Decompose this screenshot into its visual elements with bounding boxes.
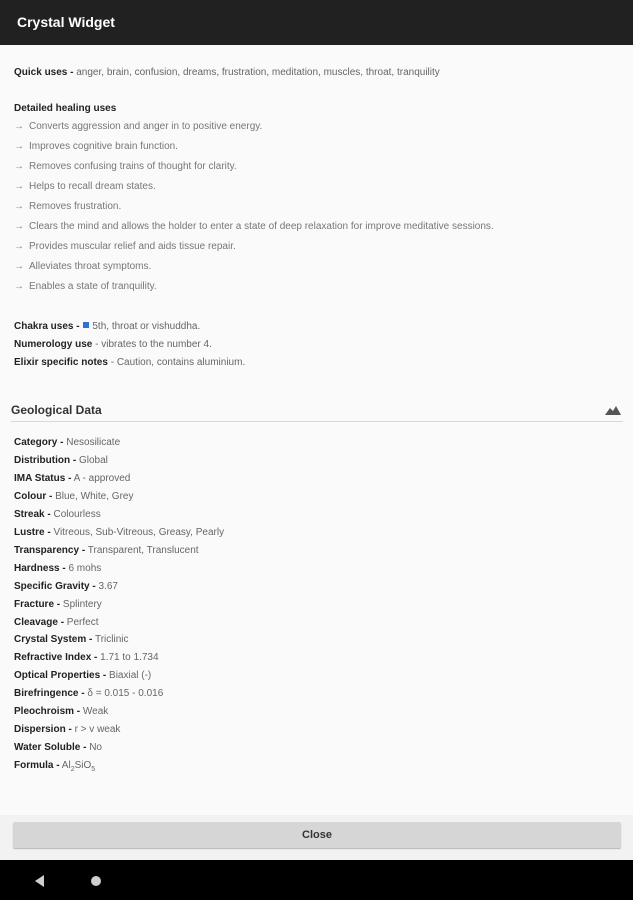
detailed-use-text: Improves cognitive brain function.	[29, 141, 178, 152]
geo-row-label: Distribution -	[14, 454, 77, 466]
detailed-use-text: Clears the mind and allows the holder to enter a state of deep relaxation for improve meditative sessions.	[29, 221, 494, 232]
detailed-use-item	[14, 121, 262, 132]
chakra-value: 5th, throat or vishuddha.	[92, 321, 201, 332]
geo-row	[14, 652, 159, 663]
arrow-right-icon: →	[14, 281, 24, 292]
detailed-use-item	[14, 161, 237, 172]
geo-row	[14, 706, 108, 717]
geo-row-label: Birefringence -	[14, 688, 85, 700]
arrow-right-icon: →	[14, 181, 24, 192]
detailed-uses-heading: Detailed healing uses	[14, 103, 117, 114]
geo-row-label: Pleochroism -	[14, 706, 81, 718]
arrow-right-icon: →	[14, 141, 24, 152]
geo-row-label: IMA Status -	[14, 472, 72, 484]
detailed-use-text: Alleviates throat symptoms.	[29, 261, 152, 272]
detailed-use-item	[14, 281, 157, 292]
geo-row	[14, 509, 101, 520]
geo-row-label: Hardness -	[14, 562, 66, 574]
numerology-label: Numerology use	[14, 339, 93, 350]
quick-uses-label: Quick uses -	[14, 67, 74, 78]
elixir-value: - Caution, contains aluminium.	[107, 357, 246, 368]
geo-row-value: Colourless	[50, 508, 101, 520]
detailed-use-item	[14, 201, 121, 212]
detailed-use-text: Provides muscular relief and aids tissue repair.	[29, 241, 236, 252]
arrow-right-icon: →	[14, 121, 24, 132]
elixir-label: Elixir specific notes	[14, 357, 108, 368]
detailed-use-item	[14, 261, 151, 272]
geo-row-label: Specific Gravity -	[14, 580, 96, 592]
geo-row	[14, 545, 199, 556]
geological-data-title: Geological Data	[11, 403, 102, 417]
geo-row	[14, 599, 102, 610]
android-nav-bar	[0, 860, 633, 900]
geo-row-value: No	[86, 742, 102, 754]
geo-row	[14, 742, 102, 753]
arrow-right-icon: →	[14, 221, 24, 232]
geo-row	[14, 473, 130, 484]
geo-row-value: Blue, White, Grey	[52, 490, 134, 502]
crystal-details-panel[interactable]	[0, 45, 633, 815]
close-button[interactable]: Close	[13, 822, 621, 848]
geo-row	[14, 437, 120, 448]
quick-uses-line	[14, 67, 440, 78]
geo-row	[14, 670, 151, 681]
geo-row-label: Colour -	[14, 490, 53, 502]
geo-row	[14, 617, 99, 628]
home-icon[interactable]	[91, 876, 101, 886]
geo-row-label: Category -	[14, 437, 64, 448]
geo-row-value: Weak	[80, 706, 109, 718]
geological-data-header[interactable]	[11, 403, 623, 422]
chakra-label: Chakra uses -	[14, 321, 80, 332]
app-title: Crystal Widget	[17, 14, 115, 30]
geo-row-value: A - approved	[71, 472, 131, 484]
elixir-line	[14, 357, 245, 368]
geo-row-label: Dispersion -	[14, 724, 72, 736]
geo-row	[14, 634, 129, 645]
geo-row-label: Streak -	[14, 508, 51, 520]
detailed-use-text: Helps to recall dream states.	[29, 181, 156, 192]
geo-row-label: Refractive Index -	[14, 652, 98, 664]
geo-row	[14, 563, 101, 574]
arrow-right-icon: →	[14, 161, 24, 172]
geo-row-value: Biaxial (-)	[106, 670, 152, 682]
geo-row-label: Optical Properties -	[14, 670, 107, 682]
geo-row	[14, 724, 120, 735]
detailed-use-item	[14, 221, 494, 232]
detailed-use-text: Converts aggression and anger in to positive energy.	[29, 121, 263, 132]
formula-value: $Al_2SiO_5$	[59, 760, 96, 774]
geo-row	[14, 527, 224, 538]
geo-row-value: 3.67	[95, 580, 118, 592]
back-icon[interactable]	[35, 875, 44, 887]
detailed-use-item	[14, 241, 236, 252]
geo-row-label: Lustre -	[14, 526, 51, 538]
geo-row-value: Nesosilicate	[63, 437, 121, 448]
geo-row-label: Transparency -	[14, 544, 86, 556]
geo-row	[14, 581, 118, 592]
geo-row-label: Water Soluble -	[14, 742, 87, 754]
arrow-right-icon: →	[14, 201, 24, 212]
quick-uses-value: anger, brain, confusion, dreams, frustration, meditation, muscles, throat, tranquility	[73, 67, 440, 78]
geo-row	[14, 688, 163, 699]
geo-row-value: Transparent, Translucent	[85, 544, 199, 556]
detailed-use-text: Removes confusing trains of thought for clarity.	[29, 161, 237, 172]
geo-row-value: Triclinic	[92, 634, 129, 646]
title-bar	[0, 0, 633, 45]
geo-row-value: Global	[76, 454, 108, 466]
detailed-use-item	[14, 141, 178, 152]
geo-row	[14, 491, 133, 502]
detailed-use-text: Removes frustration.	[29, 201, 122, 212]
geo-row-value: 1.71 to 1.734	[97, 652, 159, 664]
chakra-line	[14, 321, 200, 332]
geo-row-value: δ = 0.015 - 0.016	[84, 688, 164, 700]
geo-row-value: Vitreous, Sub-Vitreous, Greasy, Pearly	[50, 526, 225, 538]
arrow-right-icon: →	[14, 261, 24, 272]
chakra-color-swatch	[83, 322, 89, 328]
geo-row-value: 6 mohs	[65, 562, 102, 574]
arrow-right-icon: →	[14, 241, 24, 252]
geo-row-label: Cleavage -	[14, 616, 65, 628]
geo-row	[14, 455, 108, 466]
numerology-value: - vibrates to the number 4.	[92, 339, 212, 350]
detailed-use-text: Enables a state of tranquility.	[29, 281, 157, 292]
geo-row-label: Crystal System -	[14, 634, 93, 646]
formula-label: Formula -	[14, 760, 60, 772]
geo-row-value: r > v weak	[71, 724, 121, 736]
geo-row-value: Splintery	[60, 598, 102, 610]
numerology-line	[14, 339, 212, 350]
formula-line	[14, 760, 95, 773]
geo-row-value: Perfect	[64, 616, 99, 628]
geo-row-label: Fracture -	[14, 598, 61, 610]
detailed-use-item	[14, 181, 156, 192]
mountain-icon[interactable]	[605, 405, 621, 415]
